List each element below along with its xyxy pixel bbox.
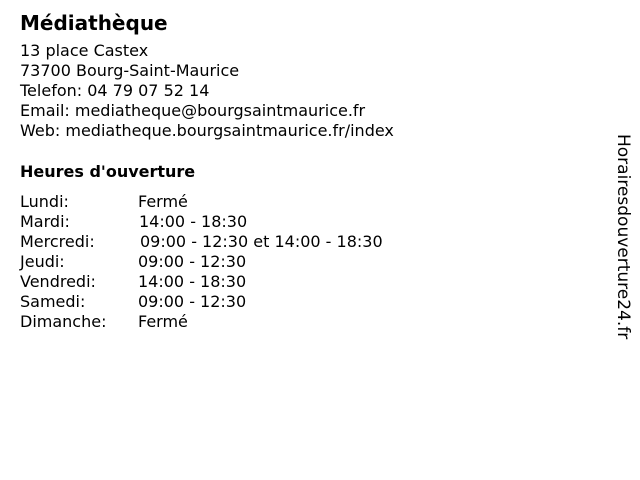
address-block <box>20 41 600 141</box>
street-address: 13 place Castex <box>20 41 149 60</box>
phone-line: Telefon: 04 79 07 52 14 <box>20 81 210 100</box>
hours-row-monday <box>20 192 600 212</box>
day-hours: 09:00 - 12:30 <box>138 292 247 311</box>
day-label: Mercredi: <box>20 232 95 251</box>
hours-row-thursday <box>20 252 600 272</box>
hours-table <box>20 192 600 332</box>
city-address: 73700 Bourg-Saint-Maurice <box>20 61 240 80</box>
day-label: Samedi: <box>20 292 86 311</box>
day-hours: 14:00 - 18:30 <box>139 212 248 231</box>
day-label: Dimanche: <box>20 312 107 331</box>
site-watermark: Horairesdouverture24.fr <box>613 134 633 340</box>
opening-hours-card <box>20 10 600 332</box>
place-title: Médiathèque <box>20 11 168 35</box>
hours-heading: Heures d'ouverture <box>20 162 196 181</box>
day-hours: 09:00 - 12:30 et 14:00 - 18:30 <box>140 232 383 251</box>
day-hours: Fermé <box>138 312 188 331</box>
hours-row-friday <box>20 272 600 292</box>
day-label: Mardi: <box>20 212 70 231</box>
day-hours: 09:00 - 12:30 <box>138 252 247 271</box>
day-label: Vendredi: <box>20 272 96 291</box>
web-line: Web: mediatheque.bourgsaintmaurice.fr/index <box>20 121 394 140</box>
day-hours: Fermé <box>138 192 188 211</box>
hours-row-tuesday <box>20 212 600 232</box>
hours-row-wednesday <box>20 232 600 252</box>
day-label: Jeudi: <box>20 252 65 271</box>
hours-row-saturday <box>20 292 600 312</box>
email-line: Email: mediatheque@bourgsaintmaurice.fr <box>20 101 366 120</box>
day-label: Lundi: <box>20 192 69 211</box>
day-hours: 14:00 - 18:30 <box>138 272 247 291</box>
hours-row-sunday <box>20 312 600 332</box>
